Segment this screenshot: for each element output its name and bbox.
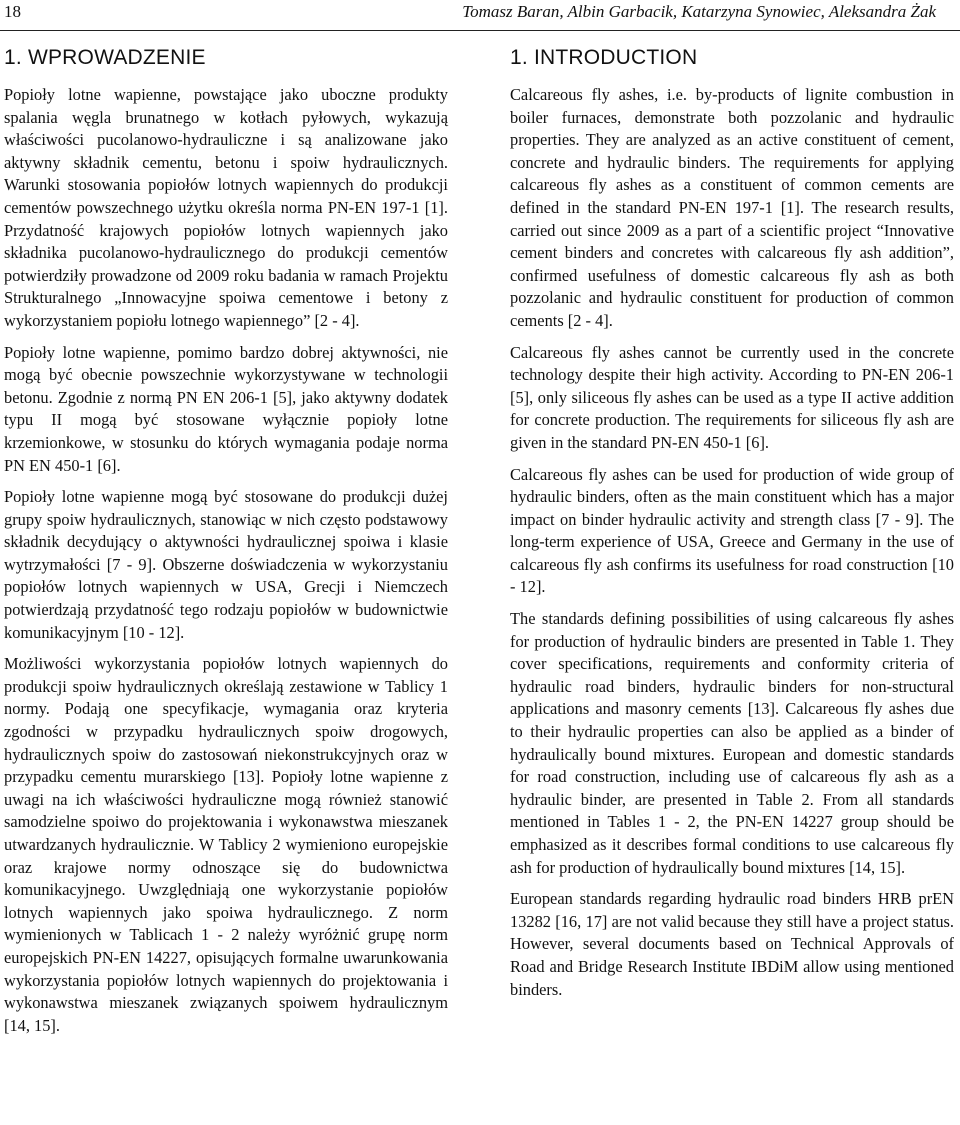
paragraph-en-1: Calcareous fly ashes, i.e. by-products of lignite combustion in boiler furnaces, demonstrate both pozzolanic and hydraulic properties. They are analyzed as an active constituent of cement, concrete and hydraulic binders. The requirements for applying calcareous fly ashes as a constituent of common cements are defined in the standard PN-EN 197-1 [1]. The research results, carried out since 2009 as a part of a scientific project “Innovative cement binders and concretes with calcareous fly ash addition”, confirmed usefulness of domestic calcareous fly ash as both pozzolanic and hydraulic constituent for production of common cements [2 - 4]. bbox=[510, 85, 954, 330]
polish-column bbox=[4, 46, 448, 1046]
paragraph-pl-3: Popioły lotne wapienne mogą być stosowane do produkcji dużej grupy spoiw hydraulicznych, stanowiąc w nich często podstawowy składnik decydujący o aktywności hydraulicznej spoiwa i klasie wytrzymałości [7 - 9]. Obszerne doświadczenia w wykorzystaniu popiołów lotnych wapiennych w USA, Grecji i Niemczech potwierdzają przydatność tego rodzaju popiołów w budownictwie komunikacyjnym [10 - 12]. bbox=[4, 487, 448, 642]
page-number: 18 bbox=[4, 2, 21, 21]
paragraph-pl-4: Możliwości wykorzystania popiołów lotnych wapiennych do produkcji spoiw hydraulicznych określają zestawione w Tablicy 1 normy. Podają one specyfikacje, wymagania oraz kryteria zgodności w przypadku hydraulicznych spoiw drogowych, hydraulicznych spoiw do zastosowań niekonstrukcyjnych oraz w przypadku cementu murarskiego [13]. Popioły lotne wapienne z uwagi na ich właściwości hydrauliczne mogą również stanowić samodzielne spoiwo do projektowania i wykonawstwa mieszanek utwardzanych hydraulicznie. W Tablicy 2 wymieniono europejskie oraz krajowe normy odnoszące się do budownictwa komunikacyjnego. Uwzględniają one wykorzystanie popiołów lotnych wapiennych jako spoiwa hydraulicznego. Z norm wymienionych w Tablicach 1 - 2 należy wyróżnić grupę norm europejskich PN-EN 14227, opisujących formalne uwarunkowania wykorzystania popiołów lotnych wapiennych do projektowania i wykonawstwa mieszanek związanych spoiwem hydraulicznym [14, 15]. bbox=[4, 654, 448, 1035]
paragraph-pl-1: Popioły lotne wapienne, powstające jako uboczne produkty spalania węgla brunatnego w kotłach pyłowych, wykazują właściwości pucolanowo-hydrauliczne i są analizowane jako aktywny składnik cementu, betonu i spoiw hydraulicznych. Warunki stosowania popiołów lotnych wapiennych do produkcji cementów powszechnego użytku określa norma PN-EN 197-1 [1]. Przydatność krajowych popiołów lotnych wapiennych jako składnika pucolanowo-hydraulicznego do produkcji cementów potwierdziły prowadzone od 2009 roku badania w ramach Projektu Strukturalnego „Innowacyjne spoiwa cementowe i betony z wykorzystaniem popiołu lotnego wapiennego” [2 - 4]. bbox=[4, 85, 448, 330]
paragraph-en-3: Calcareous fly ashes can be used for production of wide group of hydraulic binders, often as the main constituent which has a major impact on binder hydraulic activity and strength class [7 - 9]. The long-term experience of USA, Greece and Germany in the use of calcareous fly ash confirms its usefulness for road construction [10 - 12]. bbox=[510, 464, 954, 597]
paragraph-en-2: Calcareous fly ashes cannot be currently used in the concrete technology despite their high activity. According to PN-EN 206-1 [5], only siliceous fly ashes can be used as a type II active addition for concrete production. The requirements for siliceous fly ash are given in the standard PN-EN 450-1 [6]. bbox=[510, 342, 954, 452]
section-heading-pl: 1. WPROWADZENIE bbox=[4, 46, 206, 69]
paragraph-en-4: The standards defining possibilities of using calcareous fly ashes for production of hydraulic binders are presented in Table 1. They cover specifications, requirements and conformity criteria of hydraulic road binders, hydraulic binders for non-structural applications and masonry cements [13]. Calcareous fly ashes due to their hydraulic properties can also be applied as a binder of hydraulically bound mixtures. European and domestic standards for road construction, including use of calcareous fly ash as a hydraulic binder, are presented in Table 2. From all standards mentioned in Tables 1 - 2, the PN-EN 14227 group should be emphasized as it describes formal conditions to use calcareous fly ash for production of hydraulically bound mixtures [14, 15]. bbox=[510, 609, 954, 877]
paragraph-en-5: European standards regarding hydraulic road binders HRB prEN 13282 [16, 17] are not valid because they still have a project status. However, several documents based on Technical Approvals of Road and Bridge Research Institute IBDiM allow using mentioned binders. bbox=[510, 889, 954, 999]
english-column bbox=[510, 46, 954, 1010]
running-head-authors: Tomasz Baran, Albin Garbacik, Katarzyna Synowiec, Aleksandra Żak bbox=[462, 2, 936, 21]
page-header bbox=[0, 0, 960, 31]
paragraph-pl-2: Popioły lotne wapienne, pomimo bardzo dobrej aktywności, nie mogą być obecnie powszechnie wykorzystywane w technologii betonu. Zgodnie z normą PN EN 206-1 [5], jako aktywny dodatek typu II mogą być stosowane wyłącznie popioły lotne krzemionkowe, w stosunku do których wymagania podaje norma PN EN 450-1 [6]. bbox=[4, 342, 448, 475]
section-heading-en: 1. INTRODUCTION bbox=[510, 46, 698, 69]
